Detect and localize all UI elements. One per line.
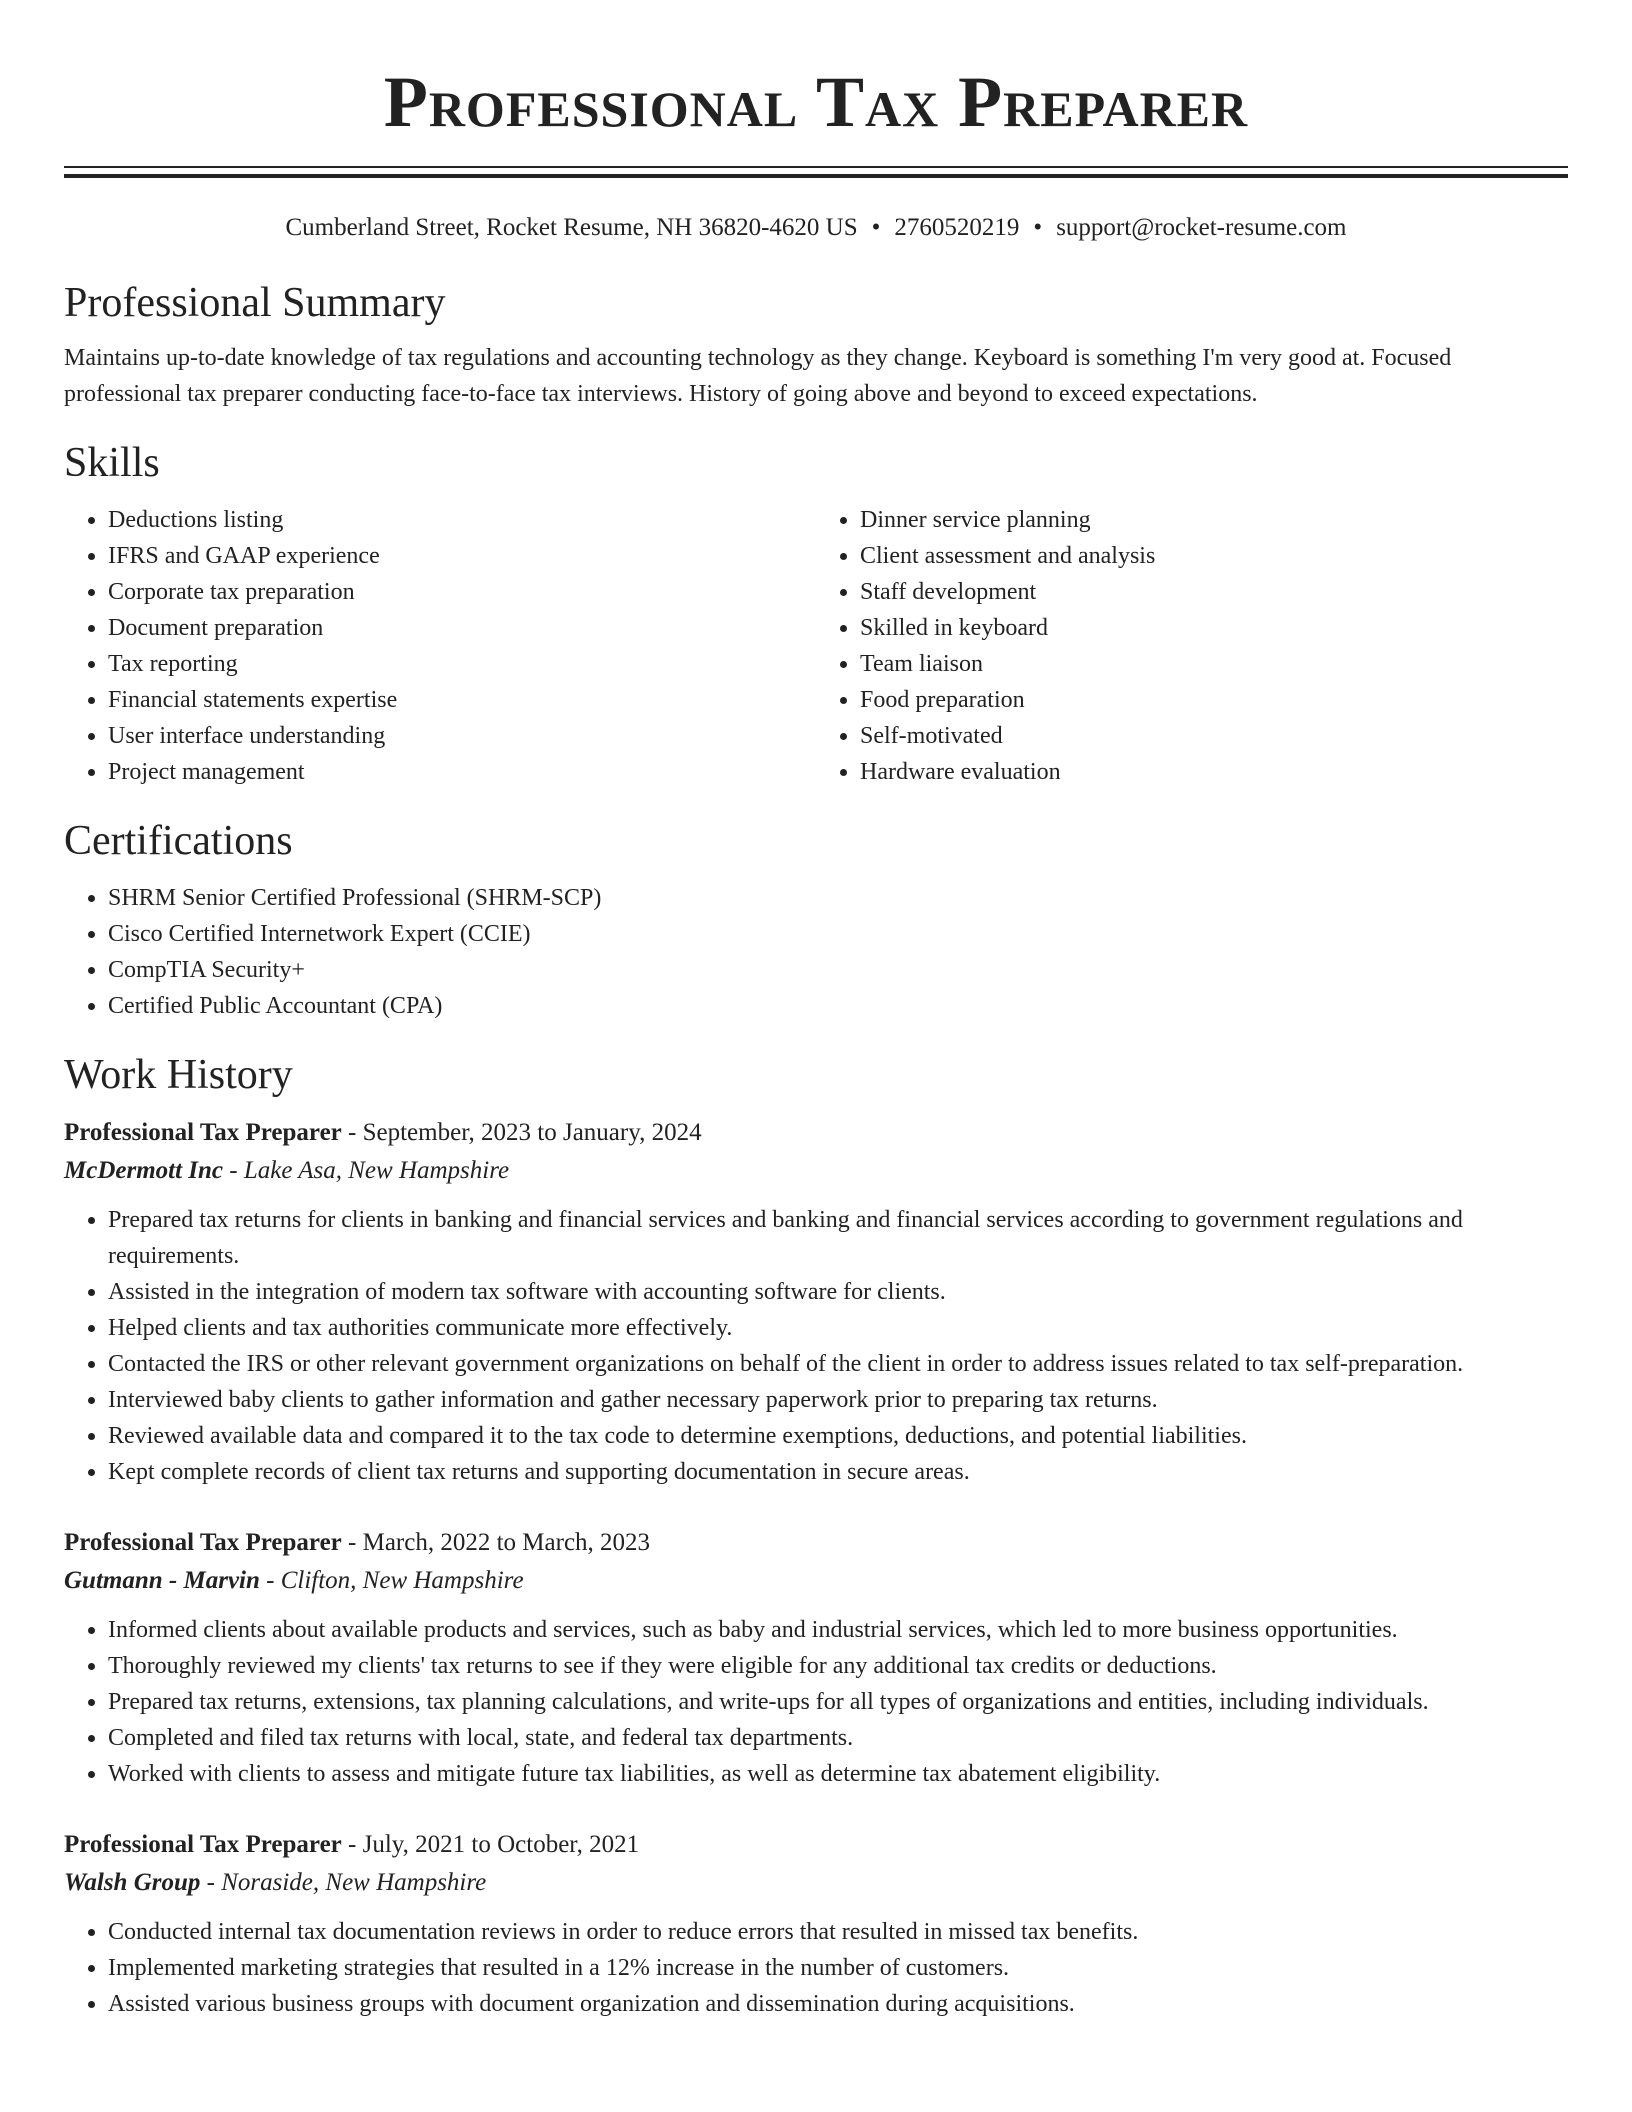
skill-item: • Project management [108, 754, 816, 790]
skill-item: • Self-motivated [860, 718, 1568, 754]
job-bullet: • Implemented marketing strategies that resulted in a 12% increase in the number of customers. [108, 1950, 1568, 1986]
job-company-line [64, 1152, 1568, 1190]
job-title: Professional Tax Preparer [64, 1831, 342, 1858]
job-company-line [64, 1562, 1568, 1600]
skill-item: • User interface understanding [108, 718, 816, 754]
skill-item: • Client assessment and analysis [860, 538, 1568, 574]
skill-item: • Food preparation [860, 682, 1568, 718]
job-dash: - [223, 1157, 244, 1184]
skill-item: • Team liaison [860, 646, 1568, 682]
certification-item: • Certified Public Accountant (CPA) [108, 988, 1568, 1024]
job-bullet: • Kept complete records of client tax returns and supporting documentation in secure areas. [108, 1454, 1568, 1490]
job-bullet: • Conducted internal tax documentation reviews in order to reduce errors that resulted in missed tax benefits. [108, 1914, 1568, 1950]
title-divider-thin [64, 166, 1568, 168]
job-company: Gutmann - Marvin [64, 1567, 260, 1594]
job-dash: - [259, 1567, 281, 1594]
work-history-heading: Work History [64, 1052, 293, 1098]
job-bullet: • Contacted the IRS or other relevant government organizations on behalf of the client in order to address issues related to tax self-preparation. [108, 1346, 1568, 1382]
job-bullet: • Thoroughly reviewed my clients' tax returns to see if they were eligible for any additional tax credits or deductions. [108, 1648, 1568, 1684]
summary-heading: Professional Summary [64, 280, 446, 326]
job-bullets [64, 1612, 1568, 1792]
skills-heading: Skills [64, 440, 160, 486]
job-bullets [64, 1914, 1568, 2022]
contact-line [64, 212, 1568, 244]
job-title: Professional Tax Preparer [64, 1119, 342, 1146]
job-entry [64, 1826, 1568, 2022]
job-title-line [64, 1524, 1568, 1562]
skill-item: • Tax reporting [108, 646, 816, 682]
contact-phone: 2760520219 [894, 214, 1020, 241]
skill-item: • Skilled in keyboard [860, 610, 1568, 646]
job-location: Clifton, New Hampshire [280, 1567, 524, 1594]
certification-item: • SHRM Senior Certified Professional (SHRM-SCP) [108, 880, 1568, 916]
job-dash: - [341, 1831, 363, 1858]
job-company: Walsh Group [64, 1869, 201, 1896]
certifications-heading: Certifications [64, 818, 293, 864]
job-dash: - [341, 1529, 363, 1556]
summary-text: Maintains up-to-date knowledge of tax regulations and accounting technology as they change. Keyboard is something I'm very good at. Focused professional tax preparer conducting face-to-face tax interviews. History of going above and beyond to exceed expectations. [64, 345, 1452, 407]
job-location: Noraside, New Hampshire [221, 1869, 487, 1896]
job-bullets [64, 1202, 1568, 1490]
job-bullet: • Interviewed baby clients to gather information and gather necessary paperwork prior to preparing tax returns. [108, 1382, 1568, 1418]
contact-address: Cumberland Street, Rocket Resume, NH 36820-4620 US [285, 214, 858, 241]
job-dash: - [200, 1869, 222, 1896]
job-title-line [64, 1826, 1568, 1864]
job-entry [64, 1524, 1568, 1792]
skill-item: • Document preparation [108, 610, 816, 646]
job-bullet: • Completed and filed tax returns with local, state, and federal tax departments. [108, 1720, 1568, 1756]
skills-list-left [64, 502, 816, 790]
skill-item: • IFRS and GAAP experience [108, 538, 816, 574]
job-dates: March, 2022 to March, 2023 [362, 1529, 651, 1556]
skill-item: • Staff development [860, 574, 1568, 610]
job-bullet: • Prepared tax returns, extensions, tax planning calculations, and write-ups for all types of organizations and entities, including individuals. [108, 1684, 1568, 1720]
certification-item: • CompTIA Security+ [108, 952, 1568, 988]
contact-email: support@rocket-resume.com [1056, 214, 1347, 241]
job-location: Lake Asa, New Hampshire [243, 1157, 510, 1184]
skill-item: • Hardware evaluation [860, 754, 1568, 790]
resume-title: Professional Tax Preparer [383, 62, 1249, 142]
job-title-line [64, 1114, 1568, 1152]
title-divider-thick [64, 174, 1568, 178]
job-bullet: • Prepared tax returns for clients in banking and financial services and banking and financial services according to government regulations and requirements. [108, 1202, 1568, 1274]
job-dates: July, 2021 to October, 2021 [362, 1831, 640, 1858]
skill-item: • Dinner service planning [860, 502, 1568, 538]
certification-item: • Cisco Certified Internetwork Expert (CCIE) [108, 916, 1568, 952]
job-bullet: • Helped clients and tax authorities communicate more effectively. [108, 1310, 1568, 1346]
certifications-list [64, 880, 1568, 1024]
contact-separator: • [1033, 214, 1043, 241]
job-bullet: • Assisted in the integration of modern tax software with accounting software for clients. [108, 1274, 1568, 1310]
skill-item: • Corporate tax preparation [108, 574, 816, 610]
job-entry [64, 1114, 1568, 1490]
job-company: McDermott Inc [64, 1157, 224, 1184]
skill-item: • Deductions listing [108, 502, 816, 538]
contact-separator: • [871, 214, 881, 241]
skills-list-right [816, 502, 1568, 790]
job-dash: - [341, 1119, 363, 1146]
job-bullet: • Reviewed available data and compared it to the tax code to determine exemptions, deductions, and potential liabilities. [108, 1418, 1568, 1454]
resume-page [64, 0, 1568, 2022]
job-bullet: • Informed clients about available products and services, such as baby and industrial services, which led to more business opportunities. [108, 1612, 1568, 1648]
job-title: Professional Tax Preparer [64, 1529, 342, 1556]
job-company-line [64, 1864, 1568, 1902]
job-bullet: • Assisted various business groups with document organization and dissemination during acquisitions. [108, 1986, 1568, 2022]
job-dates: September, 2023 to January, 2024 [362, 1119, 702, 1146]
skills-columns [64, 502, 1568, 790]
skill-item: • Financial statements expertise [108, 682, 816, 718]
job-bullet: • Worked with clients to assess and mitigate future tax liabilities, as well as determine tax abatement eligibility. [108, 1756, 1568, 1792]
